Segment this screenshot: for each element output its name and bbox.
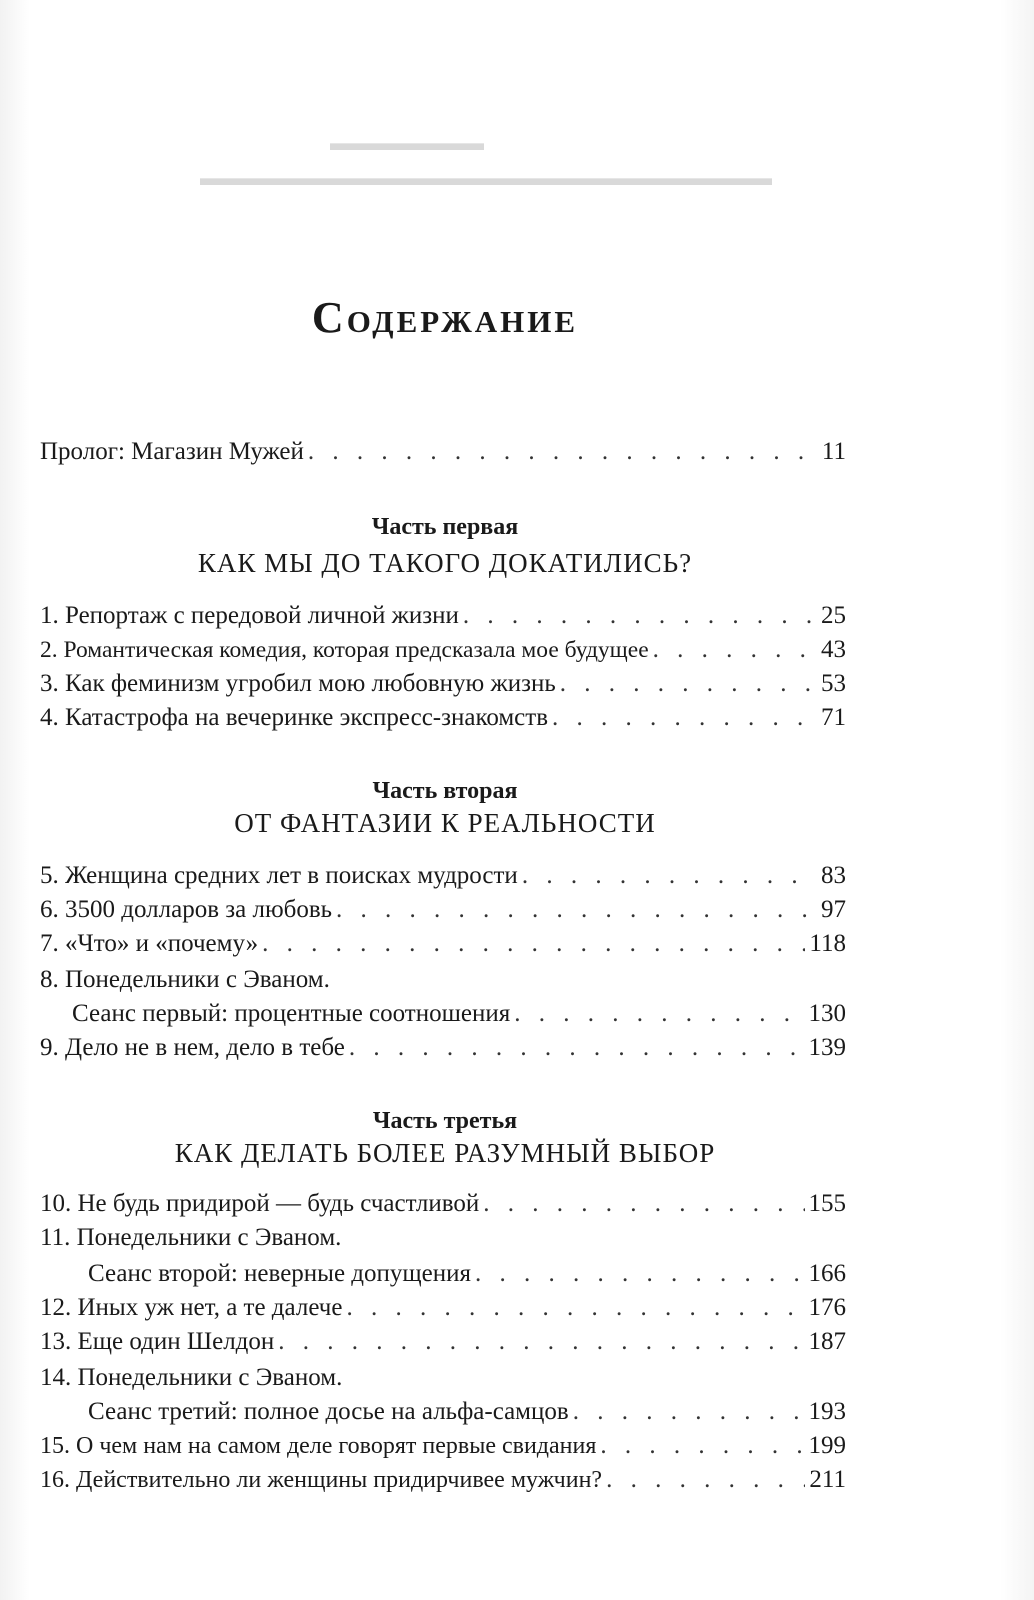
entry-page: 43 <box>821 636 846 663</box>
entry-page: 53 <box>821 670 846 697</box>
page-title: Содержание <box>311 293 579 342</box>
entry-page: 25 <box>821 602 846 629</box>
entry-title: Пролог: Магазин Мужей <box>40 438 304 465</box>
part-label: Часть третья <box>372 1108 518 1134</box>
leader-dots <box>308 436 818 468</box>
entry-title: 12. Иных уж нет, а те далече <box>40 1294 343 1321</box>
leader-dots <box>606 1464 805 1496</box>
part-label: Часть первая <box>371 514 519 540</box>
entry-title: 5. Женщина средних лет в поисках мудрости <box>40 862 518 889</box>
entry-title: 6. 3500 долларов за любовь <box>40 896 333 923</box>
entry-page: 83 <box>821 862 846 889</box>
bleed-through-decoration: ▬▬▬▬▬▬▬▬▬▬▬▬▬▬▬▬▬▬▬▬▬▬▬▬▬▬ <box>200 165 772 190</box>
leader-dots <box>483 1188 804 1220</box>
toc-entry <box>40 600 846 632</box>
entry-page: 97 <box>821 896 846 923</box>
entry-title: 16. Действительно ли женщины придирчивее мужчин? <box>40 1467 603 1493</box>
toc-entry <box>40 634 846 666</box>
entry-subtitle: Сеанс третий: полное досье на альфа-самцов <box>88 1398 569 1425</box>
part-heading: КАК МЫ ДО ТАКОГО ДОКАТИЛИСЬ? <box>197 548 693 578</box>
leader-dots <box>600 1430 804 1462</box>
entry-subtitle: Сеанс второй: неверные допущения <box>88 1260 472 1287</box>
entry-title: 4. Катастрофа на вечеринке экспресс-знакомств <box>40 704 549 731</box>
toc-entry <box>40 1188 846 1220</box>
entry-page: 211 <box>809 1466 846 1493</box>
toc-entry <box>40 1464 846 1496</box>
entry-title: 3. Как феминизм угробил мою любовную жизнь <box>40 670 556 697</box>
entry-page: 11 <box>821 438 846 465</box>
leader-dots <box>262 928 805 960</box>
entry-page: 176 <box>808 1294 846 1321</box>
leader-dots <box>522 860 817 892</box>
toc-entry-prologue <box>40 436 846 468</box>
leader-dots <box>475 1258 804 1290</box>
toc-entry <box>88 1258 846 1290</box>
toc-entry <box>40 860 846 892</box>
toc-entry <box>40 668 846 700</box>
leader-dots <box>349 1032 805 1064</box>
leader-dots <box>346 1292 804 1324</box>
entry-title: 9. Дело не в нем, дело в тебе <box>40 1034 345 1061</box>
part-heading: КАК ДЕЛАТЬ БОЛЕЕ РАЗУМНЫЙ ВЫБОР <box>174 1138 716 1168</box>
entry-subtitle: Сеанс первый: процентные соотношения <box>72 1000 511 1027</box>
entry-page: 193 <box>808 1398 846 1425</box>
entry-page: 155 <box>808 1190 846 1217</box>
toc-entry-title-line: 11. Понедельники с Эваном. <box>40 1224 342 1251</box>
toc-entry <box>40 1032 846 1064</box>
toc-entry-title-line: 14. Понедельники с Эваном. <box>40 1364 343 1391</box>
entry-title: 2. Романтическая комедия, которая предсказала мое будущее <box>40 637 649 663</box>
entry-title: 7. «Что» и «почему» <box>40 930 259 957</box>
part-heading: ОТ ФАНТАЗИИ К РЕАЛЬНОСТИ <box>234 808 656 838</box>
leader-dots <box>560 668 817 700</box>
bleed-through-decoration: ▬▬▬▬▬▬▬ <box>330 130 484 155</box>
entry-page: 166 <box>808 1260 846 1287</box>
toc-entry <box>40 1292 846 1324</box>
entry-title: 10. Не будь придирой — будь счастливой <box>40 1190 480 1217</box>
entry-page: 71 <box>821 704 846 731</box>
entry-page: 187 <box>808 1328 846 1355</box>
toc-entry <box>72 998 846 1030</box>
leader-dots <box>514 998 804 1030</box>
leader-dots <box>552 702 817 734</box>
toc-entry-title-line: 8. Понедельники с Эваном. <box>40 966 330 993</box>
entry-page: 139 <box>808 1034 846 1061</box>
toc-entry <box>88 1396 846 1428</box>
entry-page: 130 <box>808 1000 846 1027</box>
toc-entry <box>40 1430 846 1462</box>
toc-entry <box>40 894 846 926</box>
leader-dots <box>653 634 817 666</box>
toc-entry <box>40 928 846 960</box>
entry-title: 1. Репортаж с передовой личной жизни <box>40 602 459 629</box>
toc-entry <box>40 1326 846 1358</box>
toc-entry <box>40 702 846 734</box>
entry-title: 13. Еще один Шелдон <box>40 1328 275 1355</box>
entry-page: 199 <box>808 1432 846 1459</box>
leader-dots <box>278 1326 804 1358</box>
entry-title: 15. О чем нам на самом деле говорят первые свидания <box>40 1433 597 1459</box>
leader-dots <box>573 1396 805 1428</box>
leader-dots <box>336 894 817 926</box>
entry-page: 118 <box>809 930 846 957</box>
leader-dots <box>463 600 817 632</box>
part-label: Часть вторая <box>372 778 518 804</box>
